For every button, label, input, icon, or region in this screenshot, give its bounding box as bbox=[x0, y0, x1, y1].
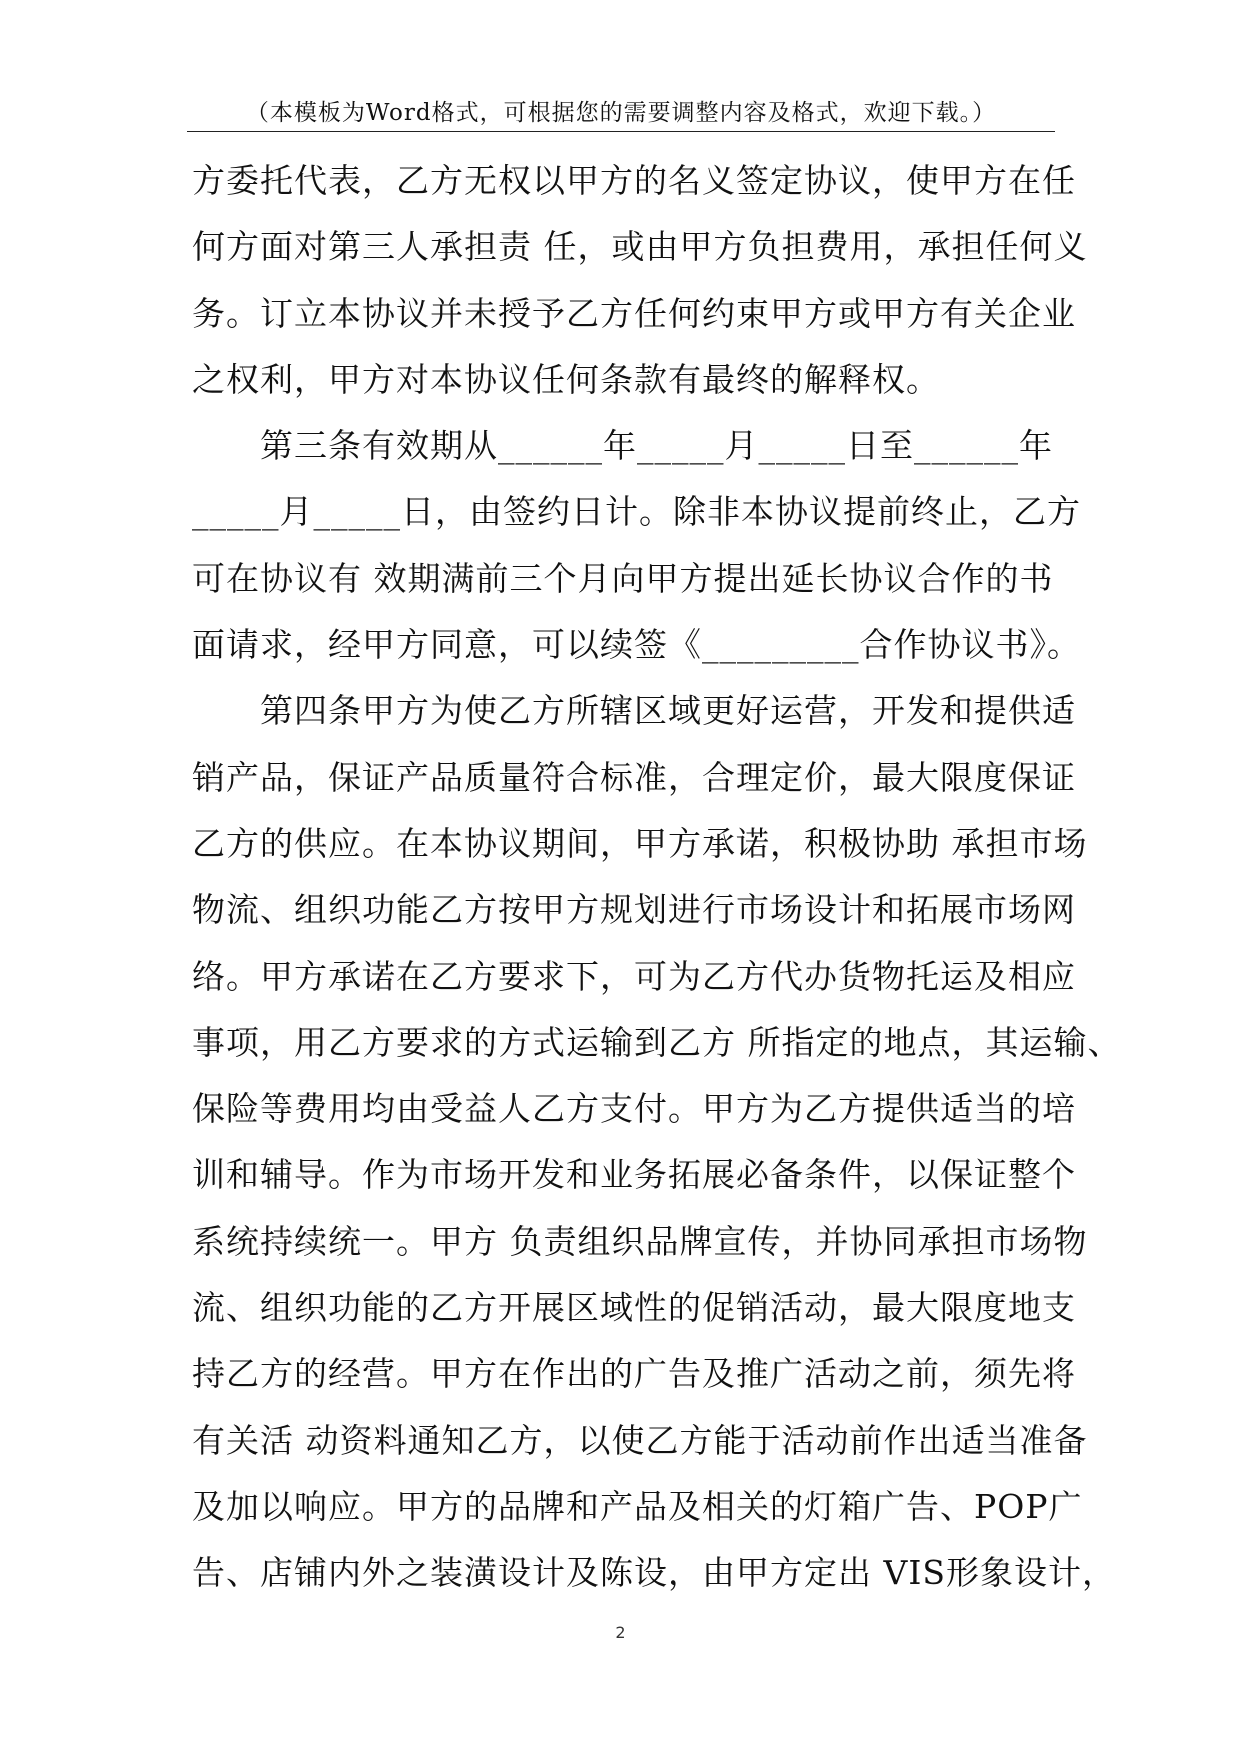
body-line: 面请求，经甲方同意，可以续签《_________合作协议书》。 bbox=[192, 625, 1081, 665]
body-line: 物流、组织功能乙方按甲方规划进行市场设计和拓展市场网 bbox=[192, 890, 1076, 930]
body-line: 之权利，甲方对本协议任何条款有最终的解释权。 bbox=[192, 359, 940, 399]
body-line: 可在协议有 效期满前三个月向甲方提出延长协议合作的书 bbox=[192, 558, 1054, 598]
body-line: 务。订立本协议并未授予乙方任何约束甲方或甲方有关企业 bbox=[192, 293, 1076, 333]
body-line: 方委托代表，乙方无权以甲方的名义签定协议，使甲方在任 bbox=[192, 161, 1076, 200]
body-line: 络。甲方承诺在乙方要求下，可为乙方代办货物托运及相应 bbox=[192, 956, 1076, 996]
body-line: 训和辅导。作为市场开发和业务拓展必备条件，以保证整个 bbox=[192, 1155, 1076, 1195]
body-line: 销产品，保证产品质量符合标准，合理定价，最大限度保证 bbox=[192, 757, 1076, 797]
agreement-body bbox=[192, 148, 1122, 1607]
template-notice-header: （本模板为Word格式，可根据您的需要调整内容及格式，欢迎下载。） bbox=[245, 100, 997, 126]
article-3-line: 第三条有效期从______年_____月_____日至______年 bbox=[192, 426, 1053, 466]
body-line: 事项，用乙方要求的方式运输到乙方 所指定的地点，其运输、 bbox=[192, 1022, 1122, 1062]
body-line: 及加以响应。甲方的品牌和产品及相关的灯箱广告、POP广 bbox=[192, 1486, 1083, 1526]
body-line: 保险等费用均由受益人乙方支付。甲方为乙方提供适当的培 bbox=[192, 1089, 1076, 1129]
body-line: 流、组织功能的乙方开展区域性的促销活动，最大限度地支 bbox=[192, 1288, 1076, 1328]
body-line: 乙方的供应。在本协议期间，甲方承诺，积极协助 承担市场 bbox=[192, 823, 1088, 863]
body-line: _____月_____日，由签约日计。除非本协议提前终止，乙方 bbox=[192, 492, 1081, 532]
page-number: 2 bbox=[615, 1623, 626, 1642]
body-line: 何方面对第三人承担责 任，或由甲方负担费用，承担任何义 bbox=[192, 227, 1088, 267]
body-line: 系统持续统一。甲方 负责组织品牌宣传，并协同承担市场物 bbox=[192, 1221, 1088, 1261]
article-4-line: 第四条甲方为使乙方所辖区域更好运营，开发和提供适 bbox=[192, 691, 1076, 731]
body-line: 有关活 动资料通知乙方，以使乙方能于活动前作出适当准备 bbox=[192, 1420, 1088, 1460]
body-line: 持乙方的经营。甲方在作出的广告及推广活动之前，须先将 bbox=[192, 1354, 1076, 1394]
body-line: 告、店铺内外之装潢设计及陈设，由甲方定出 VIS形象设计， bbox=[192, 1553, 1116, 1593]
header-divider bbox=[187, 131, 1055, 132]
